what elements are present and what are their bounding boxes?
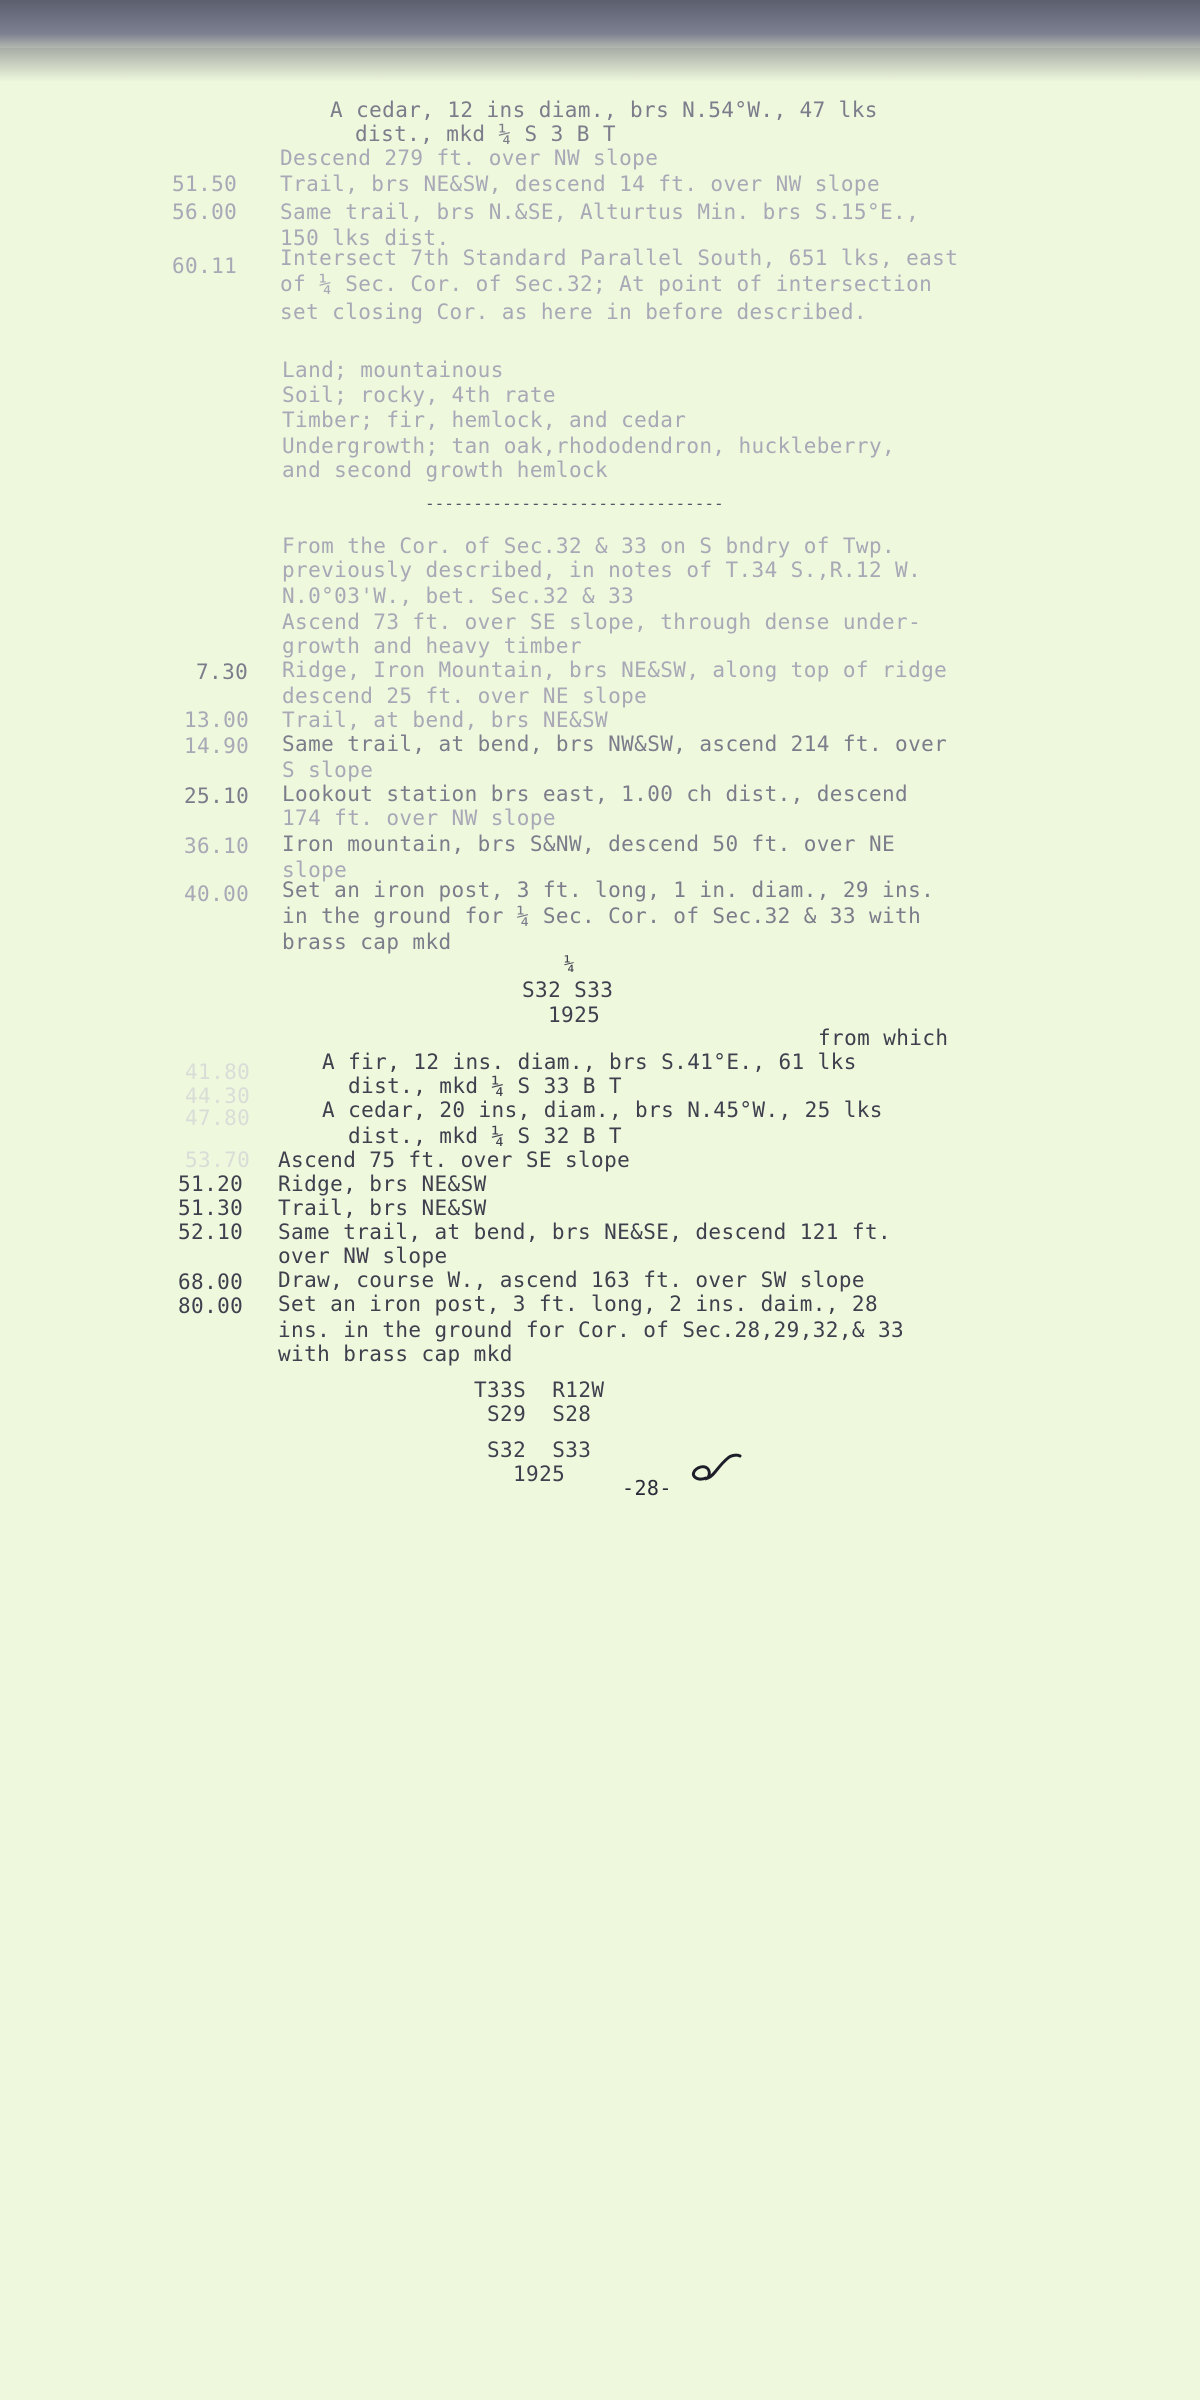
note-line: Same trail, at bend, brs NW&SW, ascend 214 ft. over	[282, 732, 948, 756]
note-line: slope	[282, 858, 348, 882]
chain-distance: 7.30	[196, 660, 249, 684]
bleed-through-text: 53.70	[185, 1148, 251, 1172]
bearing-tree-line: A cedar, 20 ins, diam., brs N.45°W., 25 lks	[322, 1098, 883, 1122]
note-line: Ascend 75 ft. over SE slope	[278, 1148, 631, 1172]
brass-cap-mark-line: S29 S28	[487, 1402, 592, 1426]
bearing-tree-line: dist., mkd ¼ S 32 B T	[348, 1124, 622, 1148]
land-description-line: and second growth hemlock	[282, 458, 609, 482]
bleed-through-text: 47.80	[185, 1106, 251, 1130]
note-line: descend 25 ft. over NE slope	[282, 684, 648, 708]
chain-distance: 25.10	[184, 784, 250, 808]
note-line: From the Cor. of Sec.32 & 33 on S bndry of Twp.	[282, 534, 896, 558]
note-line: Lookout station brs east, 1.00 ch dist., descend	[282, 782, 909, 806]
brass-cap-mark-line: S32 S33	[522, 978, 614, 1002]
note-line: Ridge, Iron Mountain, brs NE&SW, along top of ridge	[282, 658, 948, 682]
land-description-line: Soil; rocky, 4th rate	[282, 383, 556, 407]
chain-distance: 51.20	[178, 1172, 244, 1196]
note-line: N.0°03'W., bet. Sec.32 & 33	[282, 584, 635, 608]
bleed-through-text: 41.80	[185, 1060, 251, 1084]
note-line: Trail, at bend, brs NE&SW	[282, 708, 609, 732]
note-line: growth and heavy timber	[282, 634, 582, 658]
note-line: 150 lks dist.	[280, 226, 450, 250]
note-line: Trail, brs NE&SW	[278, 1196, 487, 1220]
chain-distance: 51.30	[178, 1196, 244, 1220]
chain-distance: 52.10	[178, 1220, 244, 1244]
note-line: ins. in the ground for Cor. of Sec.28,29,32,& 33	[278, 1318, 905, 1342]
note-line: Draw, course W., ascend 163 ft. over SW slope	[278, 1268, 865, 1292]
note-line: S slope	[282, 758, 374, 782]
note-line: 174 ft. over NW slope	[282, 806, 556, 830]
note-line: Set an iron post, 3 ft. long, 1 in. diam., 29 ins.	[282, 878, 935, 902]
note-line: from which	[818, 1026, 949, 1050]
note-line: brass cap mkd	[282, 930, 452, 954]
note-line: Set an iron post, 3 ft. long, 2 ins. daim., 28	[278, 1292, 878, 1316]
note-line: Descend 279 ft. over NW slope	[280, 146, 659, 170]
chain-distance: 13.00	[184, 708, 250, 732]
note-line: Trail, brs NE&SW, descend 14 ft. over NW slope	[280, 172, 880, 196]
note-line: Iron mountain, brs S&NW, descend 50 ft. over NE	[282, 832, 896, 856]
note-line: Ascend 73 ft. over SE slope, through dense under-	[282, 610, 922, 634]
land-description-line: Land; mountainous	[282, 358, 504, 382]
bearing-tree-line: A fir, 12 ins. diam., brs S.41°E., 61 lks	[322, 1050, 857, 1074]
chain-distance: 51.50	[172, 172, 238, 196]
bleed-through-text: 44.30	[185, 1084, 251, 1108]
chain-distance: 56.00	[172, 200, 238, 224]
chain-distance: 40.00	[184, 882, 250, 906]
note-line: Intersect 7th Standard Parallel South, 651 lks, east	[280, 246, 959, 270]
note-line: A cedar, 12 ins diam., brs N.54°W., 47 lks	[330, 98, 878, 122]
brass-cap-mark-line: S32 S33	[487, 1438, 592, 1462]
brass-cap-mark-line: 1925	[513, 1462, 566, 1486]
chain-distance: 36.10	[184, 834, 250, 858]
note-line: over NW slope	[278, 1244, 448, 1268]
note-line: set closing Cor. as here in before described.	[280, 300, 867, 324]
note-line: previously described, in notes of T.34 S.,R.12 W.	[282, 558, 922, 582]
brass-cap-mark-line: T33S R12W	[474, 1378, 605, 1402]
chain-distance: 60.11	[172, 254, 238, 278]
chain-distance: 68.00	[178, 1270, 244, 1294]
brass-cap-fraction: ¼	[564, 954, 576, 975]
handwritten-initials	[684, 1452, 744, 1488]
note-line: dist., mkd ¼ S 3 B T	[355, 122, 616, 146]
section-divider: -------------------------------	[425, 494, 724, 513]
brass-cap-mark-line: 1925	[548, 1003, 601, 1027]
chain-distance: 80.00	[178, 1294, 244, 1318]
chain-distance: 14.90	[184, 734, 250, 758]
note-line: Same trail, brs N.&SE, Alturtus Min. brs S.15°E.,	[280, 200, 920, 224]
page-number: -28-	[622, 1476, 672, 1500]
note-line: Ridge, brs NE&SW	[278, 1172, 487, 1196]
note-line: with brass cap mkd	[278, 1342, 513, 1366]
bearing-tree-line: dist., mkd ¼ S 33 B T	[348, 1074, 622, 1098]
note-line: in the ground for ¼ Sec. Cor. of Sec.32 & 33 with	[282, 904, 922, 928]
land-description-line: Timber; fir, hemlock, and cedar	[282, 408, 687, 432]
note-line: of ¼ Sec. Cor. of Sec.32; At point of intersection	[280, 272, 933, 296]
land-description-line: Undergrowth; tan oak,rhododendron, huckleberry,	[282, 434, 896, 458]
note-line: Same trail, at bend, brs NE&SE, descend 121 ft.	[278, 1220, 892, 1244]
